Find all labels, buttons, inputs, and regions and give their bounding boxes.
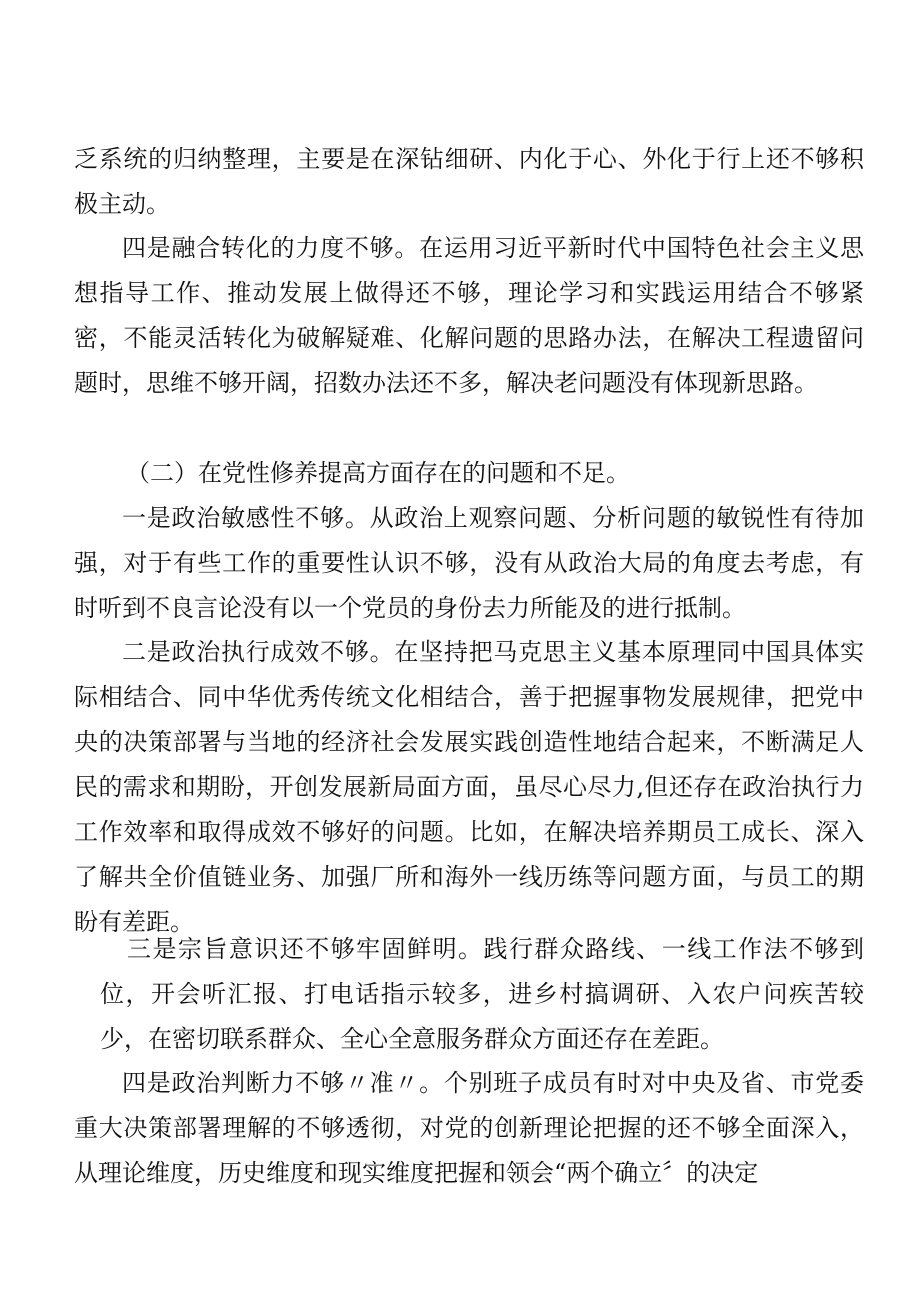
paragraph-continuation: 乏系统的归纳整理，主要是在深钻细研、内化于心、外化于行上还不够积极主动。 [74,145,864,218]
paragraph-political-execution: 二是政治执行成效不够。在坚持把马克思主义基本原理同中国具体实际相结合、同中华优秀传统文化相结合，善于把握事物发展规律，把党中央的决策部署与当地的经济社会发展实践创造性地结合起来，不断满足人民的需求和期盼，开创发展新局面方面，虽尽心尽力,但还存在政治执行力工作效率和取得成效不够好的问题。比如，在解决培养期员工成长、深入了解共全价值链业务、加强厂所和海外一线历练等问题方面，与员工的期盼有差距。 [74,638,864,936]
paragraph-political-sensitivity: 一是政治敏感性不够。从政治上观察问题、分析问题的敏锐性有待加强，对于有些工作的重要性认识不够，没有从政治大局的角度去考虑，有时听到不良言论没有以一个党员的身份去力所能及的进行抵制。 [74,504,864,622]
paragraph-integration: 四是融合转化的力度不够。在运用习近平新时代中国特色社会主义思想指导工作、推动发展上做得还不够，理论学习和实践运用结合不够紧密，不能灵活转化为破解疑难、化解问题的思路办法，在解决工程遗留问题时，思维不够开阔，招数办法还不多，解决老问题没有体现新思路。 [74,234,864,397]
paragraph-political-judgment: 四是政治判断力不够〃准〃。个别班子成员有时对中央及省、市党委重大决策部署理解的不够透彻，对党的创新理论把握的还不够全面深入，从理论维度，历史维度和现实维度把握和领会“两个确立〞的决定 [74,1069,864,1187]
paragraph-purpose-awareness: 三是宗旨意识还不够牢固鲜明。践行群众路线、一线工作法不够到位，开会听汇报、打电话指示较多，进乡村搞调研、入农户问疾苦较少，在密切联系群众、全心全意服务群众方面还存在差距。 [100,935,864,1053]
section-heading: （二）在党性修养提高方面存在的问题和不足。 [126,459,630,487]
